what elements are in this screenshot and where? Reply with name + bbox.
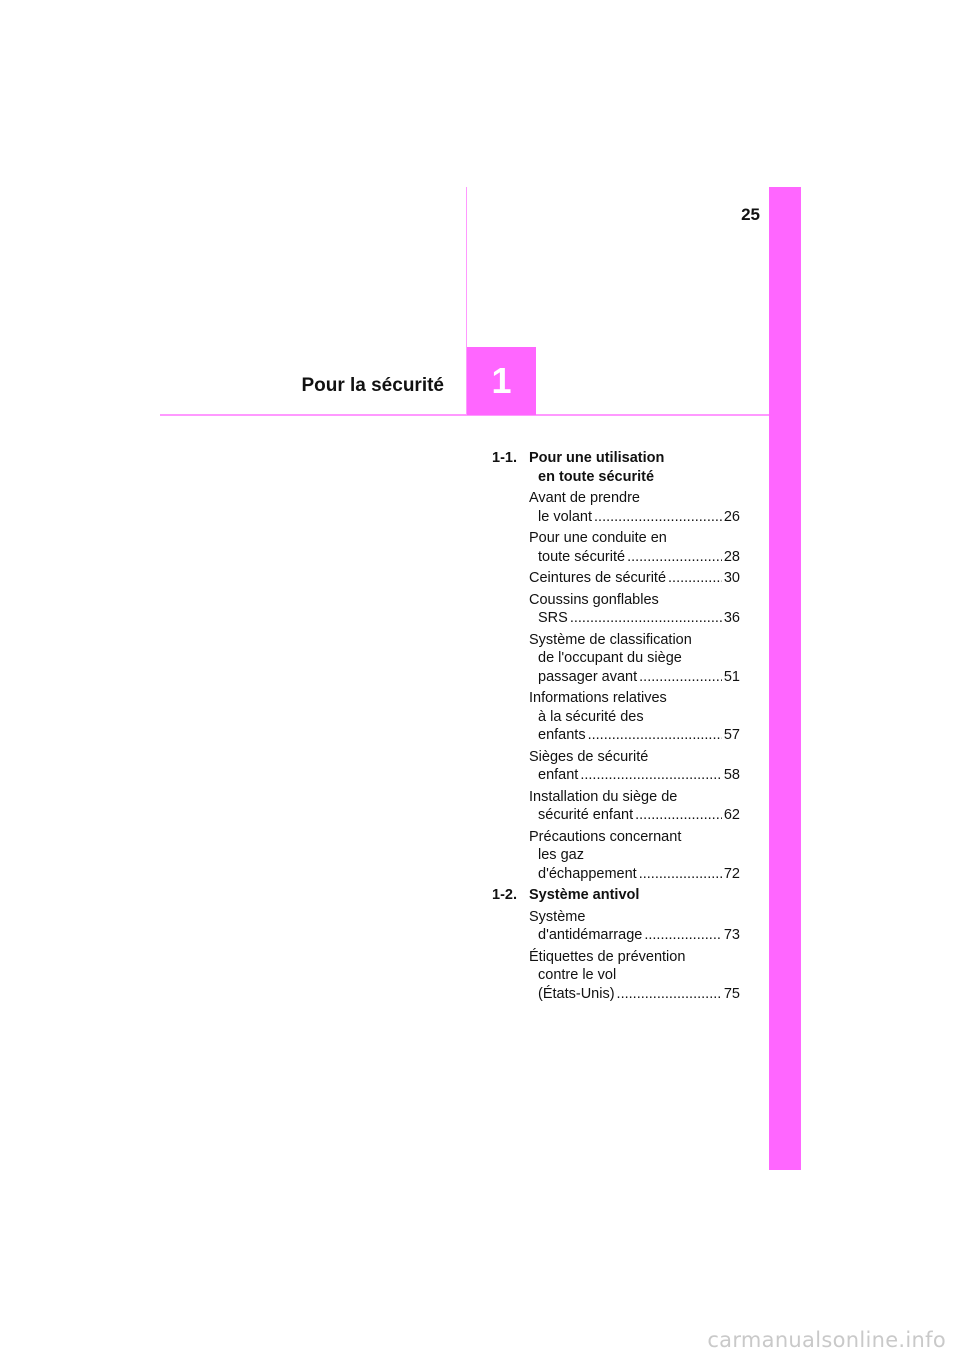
dot-leader: [594, 508, 722, 527]
page-number: 25: [741, 205, 760, 224]
entry-page: 75: [723, 985, 740, 1002]
entry-page: 28: [723, 548, 740, 565]
entry-line: Sièges de sécurité: [529, 748, 649, 765]
dot-leader: [570, 609, 722, 628]
toc-entry-systeme-de-classification[interactable]: [529, 631, 740, 687]
watermark-text: carmanualsonline.info: [707, 1328, 946, 1352]
entry-line: Ceintures de sécurité: [529, 570, 667, 586]
chapter-number: 1: [491, 360, 512, 401]
entry-line: enfants: [538, 727, 586, 743]
toc-entry-informations-securite-enfants[interactable]: [529, 689, 740, 745]
dot-leader: [644, 926, 722, 945]
entry-page: 62: [723, 807, 740, 823]
section-title-line: Pour une utilisation: [529, 450, 665, 466]
entry-page: 36: [723, 610, 740, 626]
dot-leader: [668, 569, 722, 588]
toc-entry-sieges-de-securite-enfant[interactable]: [529, 748, 740, 785]
entry-line: Coussins gonflables: [529, 591, 659, 608]
entry-line: Système de classification: [529, 631, 692, 648]
section-title-line: Système antivol: [529, 887, 640, 903]
entry-line: Pour une conduite en: [529, 530, 667, 546]
dot-leader: [580, 766, 722, 785]
toc-entry-installation-siege-enfant[interactable]: [529, 788, 740, 825]
section-title-line: en toute sécurité: [538, 468, 655, 485]
toc-entry-avant-de-prendre-le-volant[interactable]: [529, 489, 740, 526]
entry-page: 51: [723, 668, 740, 685]
entry-line: SRS: [538, 610, 568, 626]
entry-line: sécurité enfant: [538, 807, 634, 823]
entry-line: de l'occupant du siège: [538, 650, 682, 666]
section-number: 1-1.: [492, 450, 517, 466]
entry-line: Informations relatives: [529, 690, 667, 706]
entry-page: 26: [723, 508, 740, 525]
toc-entry-conduite-en-toute-securite[interactable]: [529, 529, 740, 566]
toc-entry-coussins-gonflables-srs[interactable]: [529, 591, 740, 628]
entry-line: contre le vol: [538, 967, 617, 983]
dot-leader: [588, 726, 722, 745]
entry-line: les gaz: [538, 847, 584, 863]
chapter-number-box: [467, 347, 536, 415]
entry-line: toute sécurité: [538, 548, 626, 565]
entry-line: Système: [529, 908, 586, 925]
entry-line: Avant de prendre: [529, 490, 640, 506]
entry-line: d'échappement: [538, 865, 637, 882]
entry-page: 72: [723, 865, 740, 882]
chapter-tab-bar: [769, 187, 801, 1170]
entry-page: 30: [723, 570, 740, 586]
dot-leader: [617, 985, 722, 1004]
entry-page: 57: [723, 727, 740, 743]
entry-line: d'antidémarrage: [538, 927, 643, 943]
entry-page: 58: [723, 767, 740, 783]
section-number: 1-2.: [492, 887, 517, 903]
entry-line: (États-Unis): [538, 985, 615, 1002]
toc-entry-systeme-antidemarrage[interactable]: [529, 908, 740, 945]
entry-page: 73: [723, 927, 740, 943]
toc-section-1-2: [492, 886, 740, 905]
toc-entry-ceintures-de-securite[interactable]: [529, 569, 740, 588]
toc-entry-etiquettes-prevention-vol[interactable]: [529, 948, 740, 1004]
dot-leader: [635, 806, 722, 825]
entry-line: Étiquettes de prévention: [529, 948, 686, 965]
entry-line: enfant: [538, 767, 579, 783]
chapter-title: Pour la sécurité: [301, 375, 444, 396]
table-of-contents: [492, 449, 740, 1006]
dot-leader: [639, 865, 722, 884]
entry-line: le volant: [538, 508, 593, 525]
entry-line: passager avant: [538, 668, 638, 685]
entry-line: Installation du siège de: [529, 788, 678, 805]
toc-entry-precautions-gaz-echappement[interactable]: [529, 828, 740, 884]
dot-leader: [639, 668, 722, 687]
entry-line: Précautions concernant: [529, 828, 682, 845]
entry-line: à la sécurité des: [538, 708, 644, 725]
horizontal-rule: [160, 414, 769, 416]
toc-section-1-1: [492, 449, 740, 486]
dot-leader: [627, 548, 722, 567]
